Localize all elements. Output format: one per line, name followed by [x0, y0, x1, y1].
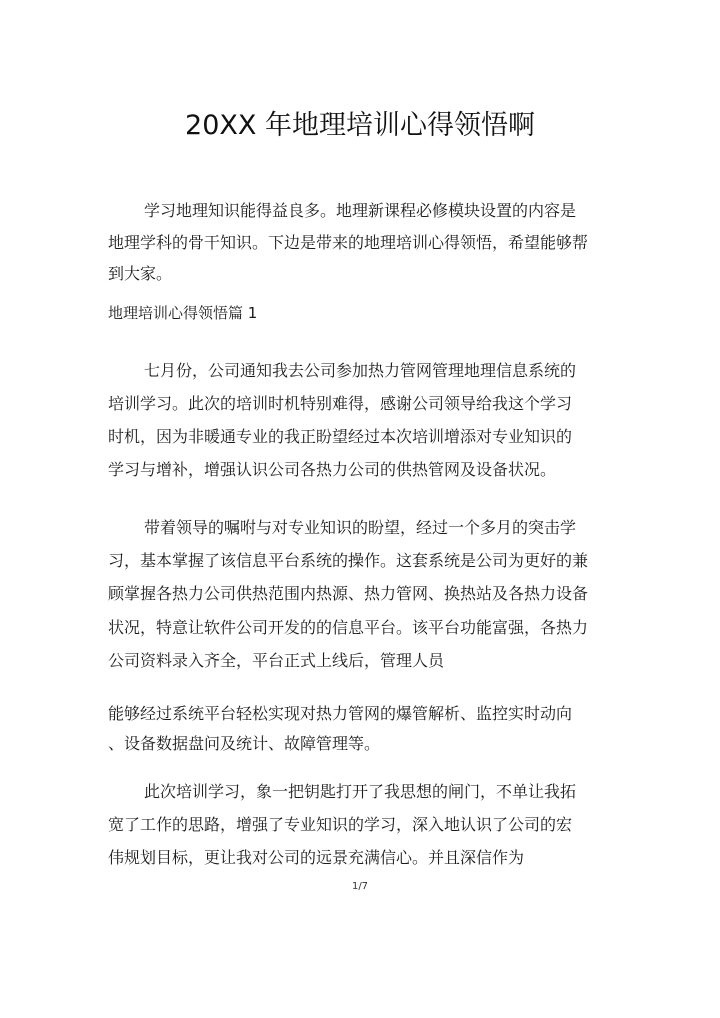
- paragraph-2-line-1: 带着领导的嘱咐与对专业知识的盼望，经过一个多月的突击学: [144, 518, 577, 537]
- paragraph-1-line-1: 七月份，公司通知我去公司参加热力管网管理地理信息系统的: [144, 361, 577, 380]
- paragraph-4-line-3: 伟规划目标，更让我对公司的远景充满信心。并且深信作为: [108, 848, 525, 867]
- paragraph-1-line-3: 时机，因为非暖通专业的我正盼望经过本次培训增添对专业知识的: [108, 427, 573, 446]
- paragraph-2-line-2: 习，基本掌握了该信息平台系统的操作。这套系统是公司为更好的兼: [108, 551, 589, 570]
- paragraph-2-line-3: 顾掌握各热力公司供热范围内热源、热力管网、换热站及各热力设备: [108, 584, 589, 603]
- page-number: 1/7: [351, 881, 369, 892]
- intro-line-1: 学习地理知识能得益良多。地理新课程必修模块设置的内容是: [144, 201, 577, 220]
- paragraph-2-line-4: 状况，特意让软件公司开发的的信息平台。该平台功能富强，各热力: [108, 618, 589, 637]
- paragraph-3-line-1: 能够经过系统平台轻松实现对热力管网的爆管解析、监控实时动向: [108, 704, 573, 723]
- paragraph-2-line-5: 公司资料录入齐全，平台正式上线后，管理人员: [108, 651, 445, 670]
- intro-line-2: 地理学科的骨干知识。下边是带来的地理培训心得领悟，希望能够帮: [108, 233, 589, 252]
- paragraph-3-line-2: 、设备数据盘问及统计、故障管理等。: [108, 734, 381, 753]
- paragraph-4-line-2: 宽了工作的思路，增强了专业知识的学习，深入地认识了公司的宏: [108, 815, 573, 834]
- paragraph-1-line-4: 学习与增补，增强认识公司各热力公司的供热管网及设备状况。: [108, 460, 557, 479]
- intro-line-3: 到大家。: [108, 264, 173, 283]
- document-title: 20XX 年地理培训心得领悟啊: [185, 110, 535, 141]
- section-heading: 地理培训心得领悟篇 1: [108, 304, 258, 322]
- paragraph-4-line-1: 此次培训学习，象一把钥匙打开了我思想的闸门，不单让我拓: [144, 782, 577, 801]
- paragraph-1-line-2: 培训学习。此次的培训时机特别难得，感谢公司领导给我这个学习: [108, 394, 573, 413]
